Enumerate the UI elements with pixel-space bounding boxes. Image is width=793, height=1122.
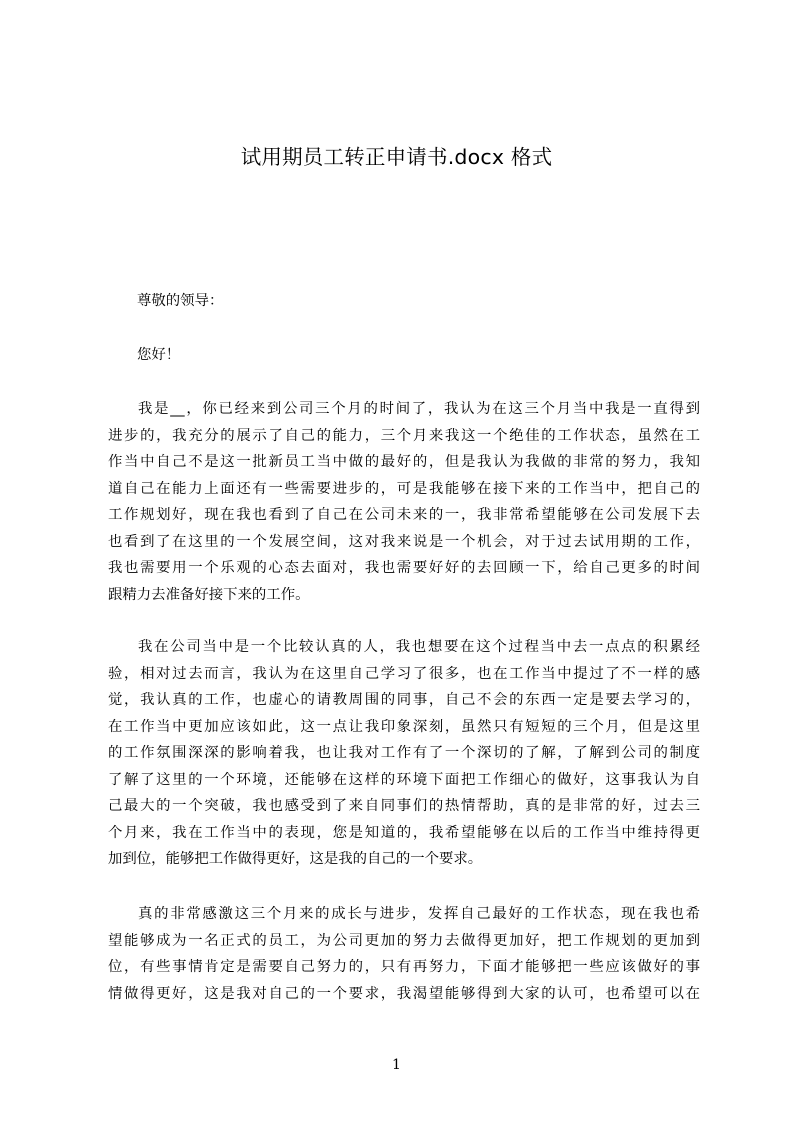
text-line: 个月来，我在工作当中的表现，您是知道的，我希望能够在以后的工作当中维持得更: [108, 824, 700, 841]
text-line: 作当中自己不是这一批新员工当中做的最好的，但是我认为我做的非常的努力，我知: [108, 454, 700, 470]
greeting: 您好！: [137, 347, 181, 363]
text-line: 了解了这里的一个环境，还能够在这样的环境下面把工作细心的做好，这事我认为自: [108, 771, 700, 788]
text-line: 觉，我认真的工作，也虚心的请教周围的同事，自己不会的东西一定是要去学习的，: [108, 692, 700, 708]
text-line: 己最大的一个突破，我也感受到了来自同事们的热情帮助，真的是非常的好，过去三: [108, 798, 700, 814]
text-line: 我在公司当中是一个比较认真的人，我也想要在这个过程当中去一点点的积累经: [138, 639, 700, 655]
text-line: 进步的，我充分的展示了自己的能力，三个月来我这一个绝佳的工作状态，虽然在工: [108, 427, 700, 444]
paragraph-2: [108, 634, 700, 873]
text-line: 也看到了在这里的一个发展空间，这对我来说是一个机会，对于过去试用期的工作，: [108, 533, 700, 550]
text-line: 在工作当中更加应该如此，这一点让我印象深刻，虽然只有短短的三个月，但是这里: [108, 718, 700, 735]
text-line: 我也需要用一个乐观的心态去面对，我也需要好好的去回顾一下，给自己更多的时间: [108, 560, 700, 576]
paragraph-1: [108, 396, 700, 608]
text-line: 跟精力去准备好接下来的工作。: [108, 586, 310, 603]
document-title: 试用期员工转正申请书.docx 格式: [240, 145, 553, 169]
text-line: 加到位，能够把工作做得更好，这是我的自己的一个要求。: [108, 851, 483, 867]
text-line: 工作规划好，现在我也看到了自己在公司未来的一，我非常希望能够在公司发展下去: [108, 507, 700, 523]
text-line: 望能够成为一名正式的员工，为公司更加的努力去做得更加好，把工作规划的更加到: [108, 932, 700, 949]
text-line: 的工作氛围深深的影响着我，也让我对工作有了一个深切的了解，了解到公司的制度: [108, 745, 700, 761]
text-line: 情做得更好，这是我对自己的一个要求，我渴望能够得到大家的认可，也希望可以在: [108, 985, 700, 1002]
text-line: 我是__，你已经来到公司三个月的时间了，我认为在这三个月当中我是一直得到: [138, 401, 700, 417]
text-line: 真的非常感激这三个月来的成长与进步，发挥自己最好的工作状态，现在我也希: [138, 906, 700, 922]
salutation: 尊敬的领导：: [137, 293, 224, 309]
page-number: 1: [392, 1057, 401, 1073]
text-line: 位，有些事情肯定是需要自己努力的，只有再努力，下面才能够把一些应该做好的事: [108, 959, 700, 975]
text-line: 道自己在能力上面还有一些需要进步的，可是我能够在接下来的工作当中，把自己的: [108, 480, 700, 497]
paragraph-3: [108, 901, 700, 1007]
text-line: 验，相对过去而言，我认为在这里自己学习了很多，也在工作当中提过了不一样的感: [108, 665, 700, 682]
